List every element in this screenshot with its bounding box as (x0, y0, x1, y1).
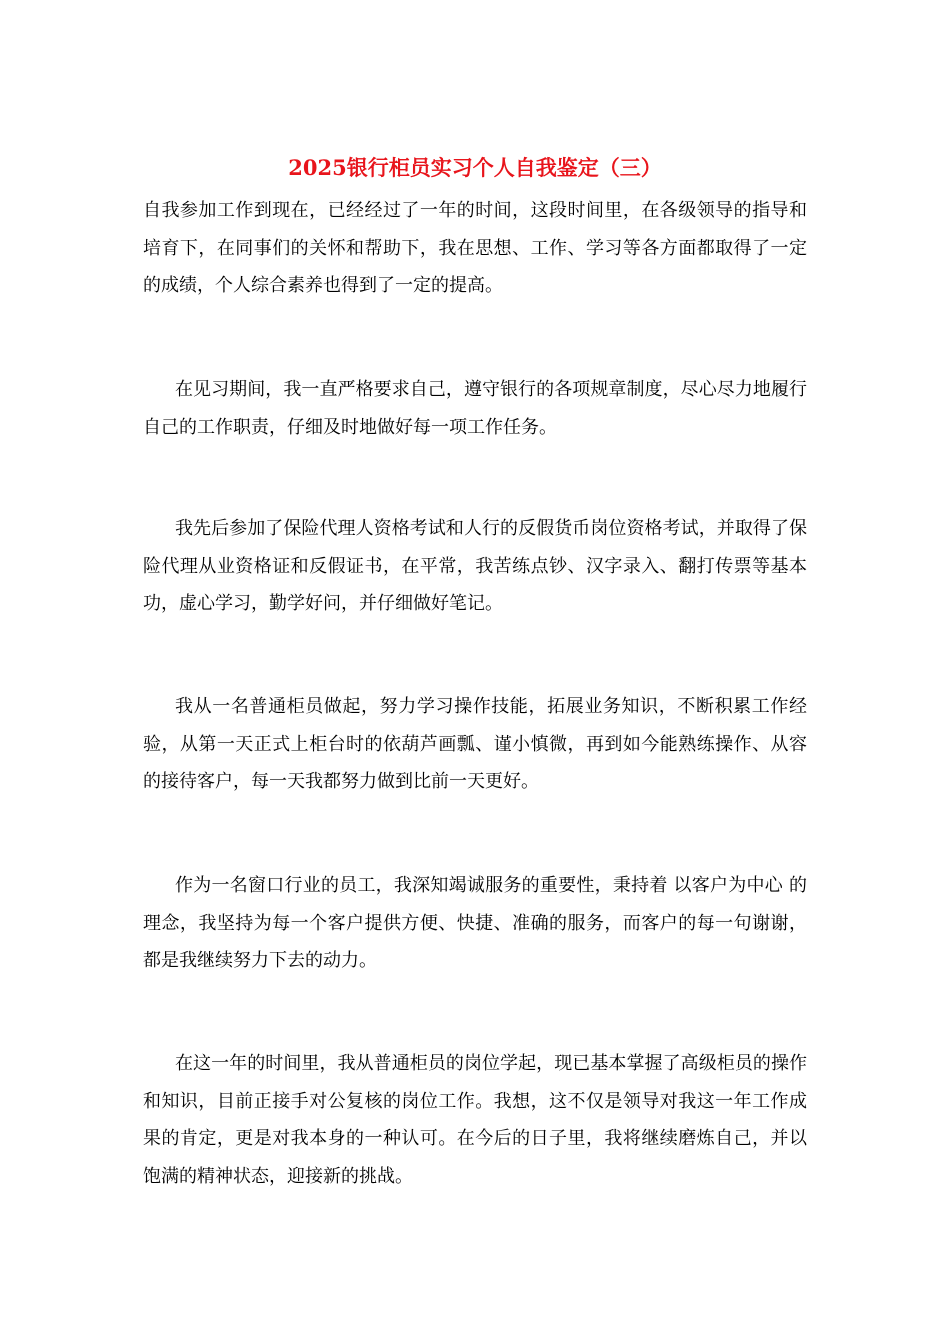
paragraph-2: 在见习期间，我一直严格要求自己，遵守银行的各项规章制度，尽心尽力地履行自己的工作职责，仔细及时地做好每一项工作任务。 (143, 379, 807, 438)
paragraph-1: 自我参加工作到现在，已经经过了一年的时间，这段时间里，在各级领导的指导和培育下，在同事们的关怀和帮助下，我在思想、工作、学习等各方面都取得了一定的成绩，个人综合素养也得到了一定的提高。 (143, 200, 807, 296)
paragraph-5: 作为一名窗口行业的员工，我深知竭诚服务的重要性，秉持着 以客户为中心 的理念，我坚持为每一个客户提供方便、快捷、准确的服务，而客户的每一句谢谢，都是我继续努力下去的动力。 (143, 875, 807, 971)
paragraph-6: 在这一年的时间里，我从普通柜员的岗位学起，现已基本掌握了高级柜员的操作和知识，目前正接手对公复核的岗位工作。我想，这不仅是领导对我这一年工作成果的肯定，更是对我本身的一种认可。在今后的日子里，我将继续磨炼自己，并以饱满的精神状态，迎接新的挑战。 (143, 1053, 807, 1187)
document-title: 2025银行柜员实习个人自我鉴定（三） (288, 155, 662, 180)
paragraph-3: 我先后参加了保险代理人资格考试和人行的反假货币岗位资格考试，并取得了保险代理从业资格证和反假证书，在平常，我苦练点钞、汉字录入、翻打传票等基本功，虚心学习，勤学好问，并仔细做好笔记。 (143, 518, 807, 614)
paragraph-4: 我从一名普通柜员做起，努力学习操作技能，拓展业务知识，不断积累工作经验，从第一天正式上柜台时的依葫芦画瓢、谨小慎微，再到如今能熟练操作、从容的接待客户，每一天我都努力做到比前一天更好。 (143, 696, 807, 792)
